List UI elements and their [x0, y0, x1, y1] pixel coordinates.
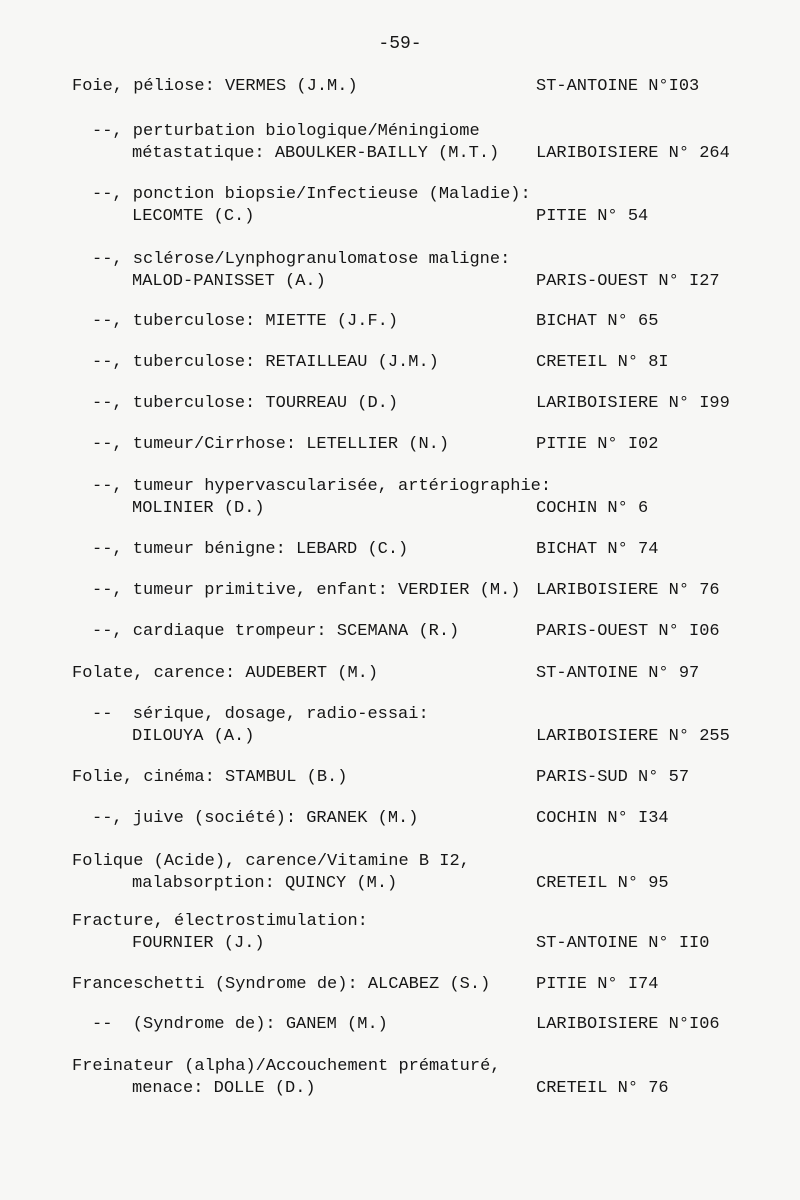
- entry-reference: LARIBOISIERE N° 76: [536, 581, 720, 600]
- entry-text: Freinateur (alpha)/Accouchement prématuré,: [72, 1057, 501, 1076]
- entry-text: Folique (Acide), carence/Vitamine B I2,: [72, 852, 470, 871]
- index-entry: [0, 476, 800, 536]
- entry-reference: CRETEIL N° 95: [536, 874, 669, 893]
- entry-reference: COCHIN N° 6: [536, 499, 649, 518]
- entry-reference: PARIS-SUD N° 57: [536, 768, 690, 787]
- entry-text: Folate, carence: AUDEBERT (M.): [72, 664, 379, 683]
- entry-reference: LARIBOISIERE N°I06: [536, 1015, 720, 1034]
- entry-text: --, tuberculose: TOURREAU (D.): [92, 394, 399, 413]
- entry-text: Folie, cinéma: STAMBUL (B.): [72, 768, 348, 787]
- entry-reference: PITIE N° I74: [536, 975, 659, 994]
- entry-text: --, sclérose/Lynphogranulomatose maligne:: [92, 250, 511, 269]
- entry-text: Franceschetti (Syndrome de): ALCABEZ (S.): [72, 975, 491, 994]
- entry-text: --, tuberculose: MIETTE (J.F.): [92, 312, 399, 331]
- entry-reference: LARIBOISIERE N° I99: [536, 394, 730, 413]
- entry-reference: PARIS-OUEST N° I27: [536, 272, 720, 291]
- entry-text-continued: LECOMTE (C.): [132, 207, 255, 226]
- index-entry: [0, 249, 800, 309]
- index-entry: [0, 704, 800, 764]
- entry-reference: LARIBOISIERE N° 255: [536, 727, 730, 746]
- entry-text-continued: malabsorption: QUINCY (M.): [132, 874, 398, 893]
- entry-reference: CRETEIL N° 8I: [536, 353, 669, 372]
- entry-reference: BICHAT N° 65: [536, 312, 659, 331]
- entry-reference: PITIE N° 54: [536, 207, 649, 226]
- entry-reference: PARIS-OUEST N° I06: [536, 622, 720, 641]
- entry-text-continued: DILOUYA (A.): [132, 727, 255, 746]
- index-entry: [0, 121, 800, 181]
- entry-text: --, tuberculose: RETAILLEAU (J.M.): [92, 353, 439, 372]
- entry-text: --, tumeur primitive, enfant: VERDIER (M.): [92, 581, 521, 600]
- entry-text: Foie, péliose: VERMES (J.M.): [72, 77, 358, 96]
- entry-text-continued: métastatique: ABOULKER-BAILLY (M.T.): [132, 144, 500, 163]
- entry-text-continued: MOLINIER (D.): [132, 499, 265, 518]
- entry-reference: ST-ANTOINE N°I03: [536, 77, 700, 96]
- entry-reference: ST-ANTOINE N° II0: [536, 934, 710, 953]
- entry-reference: COCHIN N° I34: [536, 809, 669, 828]
- entry-text: --, ponction biopsie/Infectieuse (Maladie):: [92, 185, 531, 204]
- page-number: -59-: [378, 34, 422, 54]
- entry-text: --, cardiaque trompeur: SCEMANA (R.): [92, 622, 460, 641]
- entry-text: Fracture, électrostimulation:: [72, 912, 368, 931]
- entry-reference: BICHAT N° 74: [536, 540, 659, 559]
- index-entry: [0, 851, 800, 911]
- entry-text: --, tumeur hypervascularisée, artériographie:: [92, 477, 552, 496]
- entry-text-continued: FOURNIER (J.): [132, 934, 265, 953]
- index-entry: [0, 184, 800, 244]
- entry-text: -- (Syndrome de): GANEM (M.): [92, 1015, 388, 1034]
- entry-reference: CRETEIL N° 76: [536, 1079, 669, 1098]
- entry-text-continued: menace: DOLLE (D.): [132, 1079, 316, 1098]
- entry-text: -- sérique, dosage, radio-essai:: [92, 705, 429, 724]
- entry-text: --, tumeur/Cirrhose: LETELLIER (N.): [92, 435, 450, 454]
- entry-text: --, tumeur bénigne: LEBARD (C.): [92, 540, 409, 559]
- entry-reference: PITIE N° I02: [536, 435, 659, 454]
- entry-reference: ST-ANTOINE N° 97: [536, 664, 700, 683]
- index-entry: [0, 1056, 800, 1116]
- index-entry: [0, 911, 800, 971]
- entry-text-continued: MALOD-PANISSET (A.): [132, 272, 326, 291]
- entry-reference: LARIBOISIERE N° 264: [536, 144, 730, 163]
- entry-text: --, perturbation biologique/Méningiome: [92, 122, 480, 141]
- entry-text: --, juive (société): GRANEK (M.): [92, 809, 419, 828]
